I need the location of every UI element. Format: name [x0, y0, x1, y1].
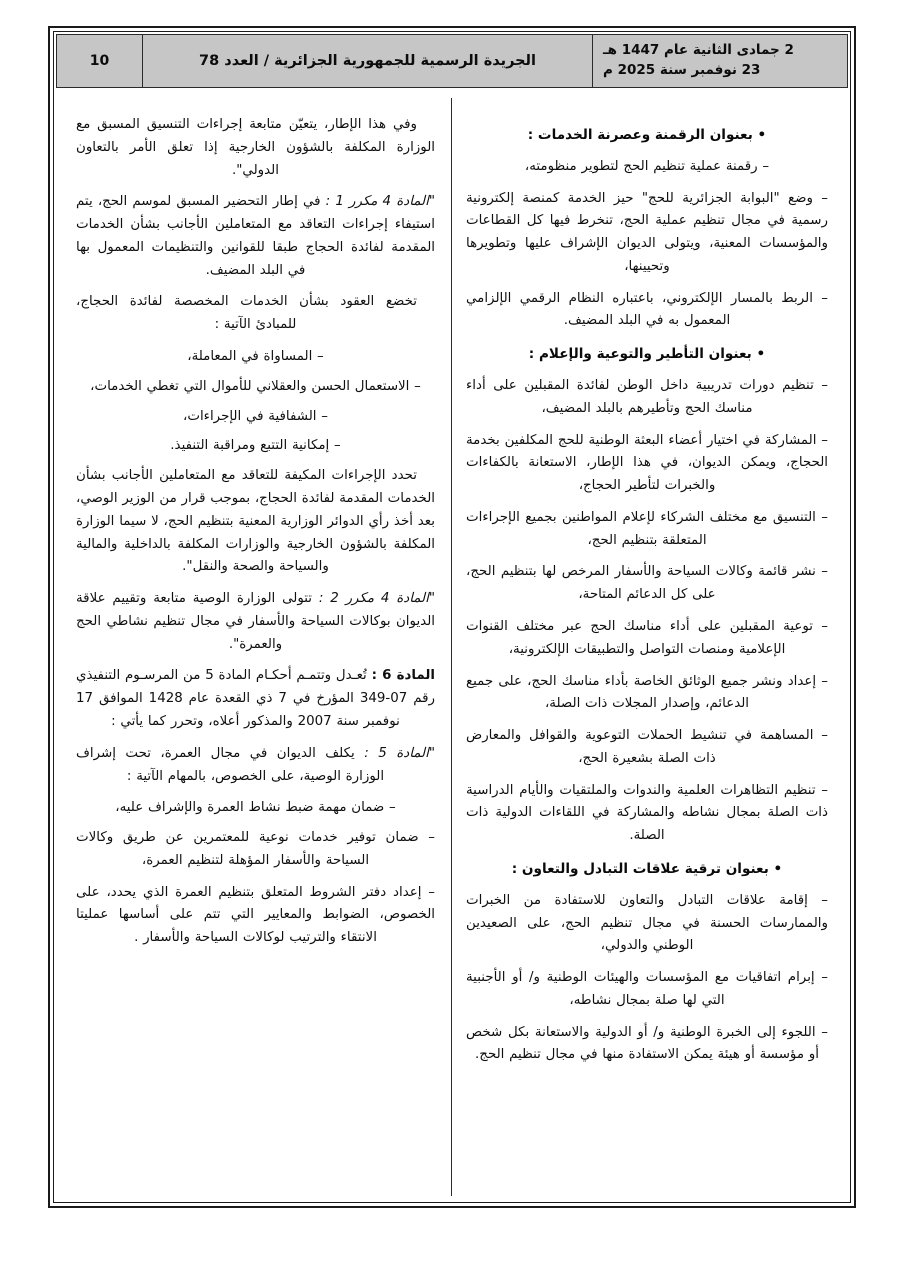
- article-4-bis-2-text: تتولى الوزارة الوصية متابعة وتقييم علاقة الديوان بوكالات السياحة والأسفار في مجال تنظيم نشاطي الحج والعمرة".: [76, 591, 435, 652]
- paragraph-l6: – إمكانية التتبع ومراقبة التنفيذ.: [170, 438, 341, 454]
- paragraph-l2: تخضع العقود بشأن الخدمات المخصصة لفائدة الحجاج، للمبادئ الآتية :: [76, 294, 417, 333]
- paragraph-l4: – الاستعمال الحسن والعقلاني للأموال التي تغطي الخدمات،: [90, 378, 421, 394]
- column-right: [452, 98, 846, 1196]
- paragraph-r3: – الربط بالمسار الإلكتروني، باعتباره النظام الرقمي الإلزامي المعمول به في البلد المضيف.: [466, 290, 828, 329]
- article-4-bis-1: [76, 191, 435, 282]
- article-4-bis-2-label: "المادة 4 مكرر 2 :: [318, 591, 435, 607]
- paragraph-r12: – إقامة علاقات التبادل والتعاون للاستفادة من الخبرات والممارسات الحسنة في مجال تنظيم الحج، على الصعيدين الوطني والدولي،: [466, 892, 828, 954]
- article-5-label: "المادة 5 :: [364, 745, 435, 761]
- paragraph-r9: – إعداد ونشر جميع الوثائق الخاصة بأداء مناسك الحج، على جميع الدعائم، وإصدار المجلات ذات الصلة،: [466, 673, 828, 712]
- paragraph-l9: – ضمان توفير خدمات نوعية للمعتمرين عن طريق وكالات السياحة والأسفار المؤهلة لتنظيم العمرة،: [76, 830, 435, 868]
- article-4-bis-1-label: "المادة 4 مكرر 1 :: [325, 194, 435, 210]
- paragraph-r1: – رقمنة عملية تنظيم الحج لتطوير منظومته،: [524, 158, 770, 174]
- article-4-bis-1-text: في إطار التحضير المسبق لموسم الحج، يتم استيفاء إجراءات التعاقد مع المتعاملين الأجانب بشأن الخدمات المقدمة لفائدة الحجاج طبقا للقوانين والتنظيمات المعمول بها في البلد المضيف.: [76, 194, 435, 278]
- paragraph-l3: – المساواة في المعاملة،: [187, 349, 324, 365]
- article-5-text: يكلف الديوان في مجال العمرة، تحت إشراف الوزارة الوصية، على الخصوص، بالمهام الآتية :: [76, 745, 385, 784]
- section-heading-supervision: • بعنوان التأطير والتوعية والإعلام :: [528, 346, 766, 363]
- paragraph-r4: – تنظيم دورات تدريبية داخل الوطن لفائدة المقبلين على أداء مناسك الحج وتأطيرهم بالبلد المضيف،: [466, 377, 828, 416]
- masthead-date-gregorian: 23 نوفمبر سنة 2025 م: [603, 62, 761, 78]
- column-left: [58, 98, 452, 1196]
- paragraph-r5: – المشاركة في اختيار أعضاء البعثة الوطنية للحج المكلفين بخدمة الحجاج، ويمكن الديوان، في هذا الإطار، الاستعانة بالكفاءات والخبرات لتأطير الحجاج،: [466, 432, 828, 494]
- page-number: 10: [57, 35, 143, 87]
- two-column-body: [58, 98, 846, 1196]
- paragraph-l7: تحدد الإجراءات المكيفة للتعاقد مع المتعاملين الأجانب بشأن الخدمات المقدمة لفائدة الحجاج، بموجب قرار من الوزير الوصي، بعد أخذ رأي الدوائر الوزارية المعنية بتنظيم الحج، لا سيما الوزارة المكلفة بالشؤون الخارجية والوزارات المكلفة بالداخلية والمالية والسياحة والصحة والنقل".: [76, 468, 435, 575]
- paragraph-l10: – إعداد دفتر الشروط المتعلق بتنظيم العمرة الذي يحدد، على الخصوص، الضوابط والمعايير التي تتم على أساسها عمليتا الانتقاء والترتيب لوكالات السياحة والأسفار .: [76, 884, 435, 946]
- paragraph-r11: – تنظيم التظاهرات العلمية والندوات والملتقيات والأيام الدراسية ذات الصلة بمجال نشاطه والمشاركة في اللقاءات الدولية ذات الصلة.: [466, 782, 828, 844]
- paragraph-r7: – نشر قائمة وكالات السياحة والأسفار المرخص لها بتنظيم الحج، على كل الدعائم المتاحة،: [466, 564, 828, 603]
- masthead-date-hijri: 2 جمادى الثانية عام 1447 هـ: [603, 42, 794, 59]
- article-6-text: تُعـدل وتتمـم أحكـام المادة 5 من المرسـوم التنفيذي رقم 07-349 المؤرخ في 7 ذي القعدة عام 1428 الموافق 17 نوفمبر سنة 2007 والمذكور أعلاه، وتحرر كما يأتي :: [76, 668, 435, 729]
- paragraph-r6: – التنسيق مع مختلف الشركاء لإعلام المواطنين بجميع الإجراءات المتعلقة بتنظيم الحج،: [466, 509, 828, 548]
- masthead: [56, 34, 848, 88]
- paragraph-r14: – اللجوء إلى الخبرة الوطنية و/ أو الدولية والاستعانة بكل شخص أو مؤسسة أو هيئة يمكن الاستفادة منها في مجال تنظيم الحج.: [466, 1024, 828, 1063]
- paragraph-l5: – الشفافية في الإجراءات،: [183, 408, 328, 424]
- article-4-bis-2: [76, 588, 435, 656]
- page-frame: [48, 26, 856, 1208]
- paragraph-r2: – وضع "البوابة الجزائرية للحج" حيز الخدمة كمنصة إلكترونية رسمية في مجال تنظيم عملية الحج، تنخرط فيها كل القطاعات والمؤسسات المعنية، ويتولى الديوان الإشراف عليها وتطويرها وتحيينها،: [466, 190, 828, 274]
- paragraph-r8: – توعية المقبلين على أداء مناسك الحج عبر مختلف القنوات الإعلامية ومنصات التواصل والتطبيقات الإلكترونية،: [466, 619, 828, 657]
- section-heading-digitization: • بعنوان الرقمنة وعصرنة الخدمات :: [527, 127, 767, 143]
- section-heading-cooperation: • بعنوان ترقية علاقات التبادل والتعاون :: [511, 861, 783, 878]
- masthead-journal-title: الجريدة الرسمية للجمهورية الجزائرية / العدد 78: [199, 53, 536, 69]
- paragraph-r10: – المساهمة في تنشيط الحملات التوعوية والقوافل والمعارض ذات الصلة بشعيرة الحج،: [466, 728, 828, 766]
- article-5: [76, 743, 435, 789]
- article-6: [76, 665, 435, 733]
- article-6-label: المادة 6 :: [371, 668, 436, 684]
- paragraph-l1: وفي هذا الإطار، يتعيّن متابعة إجراءات التنسيق المسبق مع الوزارة المكلفة بالشؤون الخارجية إذا تعلق الأمر بالتعاون الدولي".: [76, 117, 435, 178]
- paragraph-l8: – ضمان مهمة ضبط نشاط العمرة والإشراف عليه،: [115, 800, 396, 816]
- paragraph-r13: – إبرام اتفاقيات مع المؤسسات والهيئات الوطنية و/ أو الأجنبية التي لها صلة بمجال نشاطه،: [466, 970, 828, 1008]
- masthead-date-block: [592, 35, 847, 87]
